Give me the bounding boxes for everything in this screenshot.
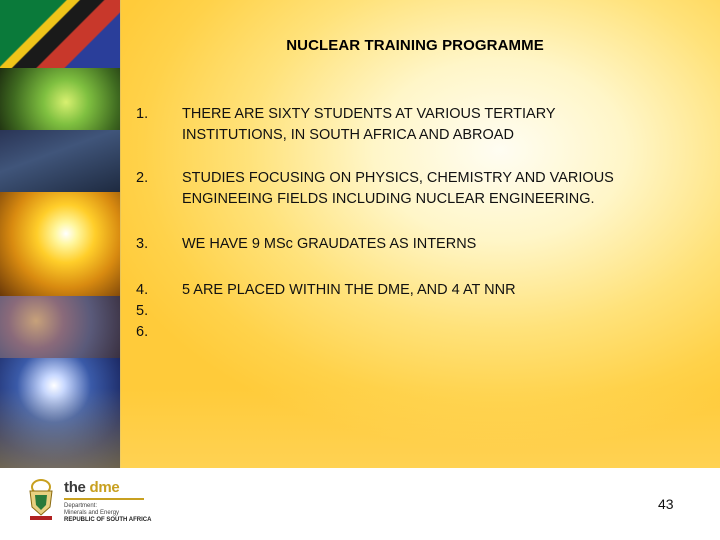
item-text: 5 ARE PLACED WITHIN THE DME, AND 4 AT NNR (182, 282, 516, 298)
worker-image (0, 130, 120, 192)
item-text: THERE ARE SIXTY STUDENTS AT VARIOUS TERTIARY INSTITUTIONS, IN SOUTH AFRICA AND ABROAD (182, 106, 556, 143)
slide-title: NUCLEAR TRAINING PROGRAMME (286, 37, 544, 54)
page-number: 43 (658, 496, 674, 512)
brand-name: the dme (64, 479, 120, 496)
item-text: WE HAVE 9 MSc GRAUDATES AS INTERNS (182, 236, 477, 252)
item-number: 3. (136, 236, 149, 252)
photo-strip (0, 0, 121, 468)
dme-logo (64, 479, 151, 524)
coat-of-arms-icon (24, 477, 58, 521)
ore-image (0, 296, 120, 358)
miner-image (0, 358, 120, 468)
item-number: 5. (136, 303, 149, 319)
item-number: 6. (136, 324, 149, 340)
department-label: Department: (64, 503, 98, 509)
divider (64, 498, 144, 500)
country-name: REPUBLIC OF SOUTH AFRICA (64, 517, 152, 523)
lab-image (0, 68, 120, 130)
department-name: Minerals and Energy (64, 510, 120, 516)
flag-image (0, 0, 120, 68)
item-number: 1. (136, 106, 149, 122)
item-number: 4. (136, 282, 149, 298)
item-text: STUDIES FOCUSING ON PHYSICS, CHEMISTRY AND VARIOUS ENGINEEING FIELDS INCLUDING NUCLEAR ENGINEERING. (182, 170, 614, 207)
item-number: 2. (136, 170, 149, 186)
sun-image (0, 192, 120, 296)
